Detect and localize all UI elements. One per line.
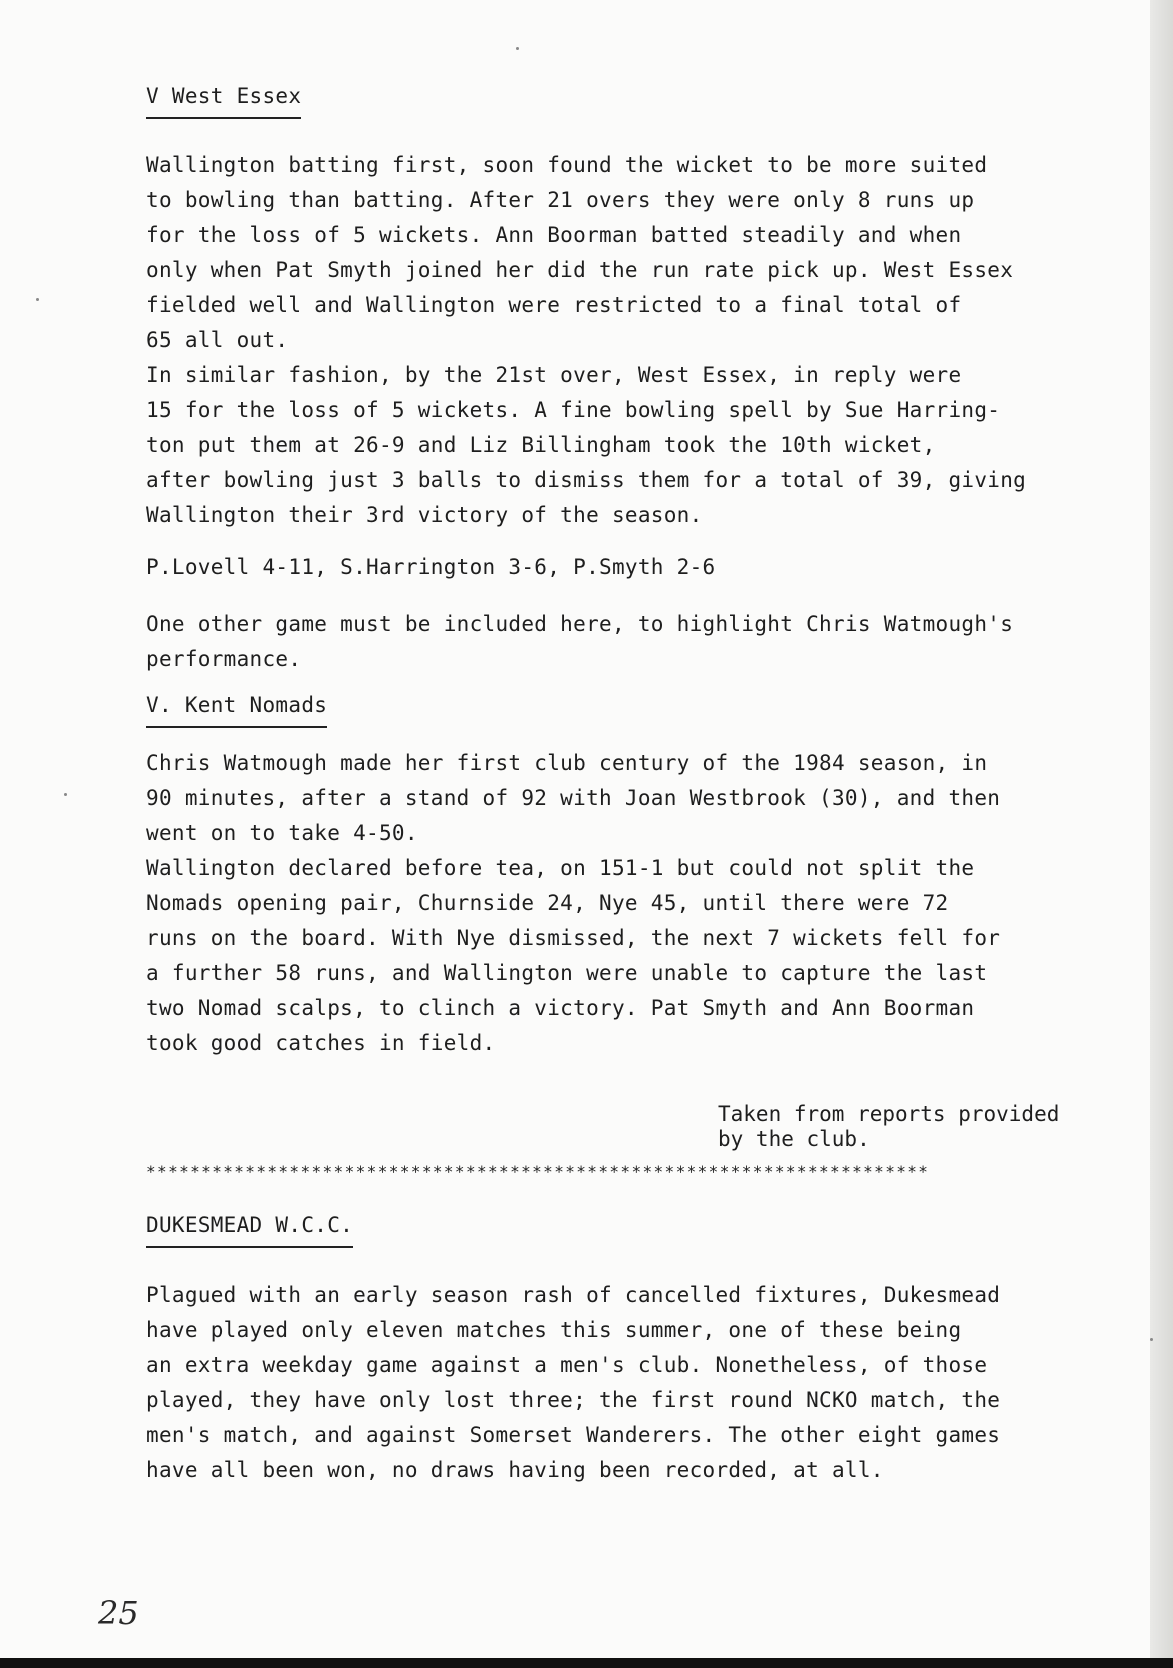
paragraph (146, 746, 1106, 851)
text-line: by the club. (718, 1127, 870, 1151)
scan-speck (36, 298, 39, 301)
text-line: men's match, and against Somerset Wanderers. The other eight games (146, 1423, 1001, 1447)
text-line: Wallington their 3rd victory of the season. (146, 503, 703, 527)
text-line: 15 for the loss of 5 wickets. A fine bowling spell by Sue Harring- (146, 398, 1001, 422)
text-line: fielded well and Wallington were restricted to a final total of (146, 293, 962, 317)
text-line: Plagued with an early season rash of cancelled fixtures, Dukesmead (146, 1283, 1001, 1307)
scan-speck (516, 47, 519, 50)
text-line: ton put them at 26-9 and Liz Billingham took the 10th wicket, (146, 433, 936, 457)
west-essex-report (146, 148, 1106, 533)
paragraph (146, 148, 1106, 358)
page-edge (1150, 0, 1173, 1668)
text-line: an extra weekday game against a men's club. Nonetheless, of those (146, 1353, 988, 1377)
text-line: Chris Watmough made her first club century of the 1984 season, in (146, 751, 988, 775)
text-line: Taken from reports provided (718, 1102, 1060, 1126)
text-line: two Nomad scalps, to clinch a victory. Pat Smyth and Ann Boorman (146, 996, 975, 1020)
text-line: In similar fashion, by the 21st over, West Essex, in reply were (146, 363, 962, 387)
source-credit (718, 1102, 1059, 1152)
text-line: 65 all out. (146, 328, 289, 352)
section-kent-nomads-heading-wrap (146, 693, 327, 728)
text-line: went on to take 4-50. (146, 821, 418, 845)
text-line: have all been won, no draws having been recorded, at all. (146, 1458, 884, 1482)
section-heading-kent-nomads: V. Kent Nomads (146, 693, 327, 728)
text-line: to bowling than batting. After 21 overs they were only 8 runs up (146, 188, 975, 212)
text-line: 90 minutes, after a stand of 92 with Joan Westbrook (30), and then (146, 786, 1001, 810)
text-line: took good catches in field. (146, 1031, 496, 1055)
asterisk-separator: *********************************************************************** (146, 1162, 930, 1181)
text-line: after bowling just 3 balls to dismiss them for a total of 39, giving (146, 468, 1027, 492)
text-line: played, they have only lost three; the first round NCKO match, the (146, 1388, 1001, 1412)
text-line: runs on the board. With Nye dismissed, the next 7 wickets fell for (146, 926, 1001, 950)
text-line: have played only eleven matches this summer, one of these being (146, 1318, 962, 1342)
section-heading-west-essex: V West Essex (146, 84, 301, 119)
note-paragraph (146, 607, 1106, 677)
text-line: only when Pat Smyth joined her did the run rate pick up. West Essex (146, 258, 1014, 282)
kent-nomads-report (146, 746, 1106, 1061)
section-west-essex-heading-wrap (146, 84, 301, 119)
text-line: Nomads opening pair, Churnside 24, Nye 45, until there were 72 (146, 891, 949, 915)
scan-speck (1150, 1338, 1153, 1341)
text-line: performance. (146, 647, 302, 671)
scan-bottom-edge (0, 1658, 1173, 1668)
text-line: One other game must be included here, to highlight Chris Watmough's (146, 612, 1014, 636)
text-line: Wallington batting first, soon found the wicket to be more suited (146, 153, 988, 177)
paragraph (146, 358, 1106, 533)
section-dukesmead-heading-wrap (146, 1213, 353, 1248)
dukesmead-report (146, 1278, 1106, 1488)
text-line: Wallington declared before tea, on 151-1 but could not split the (146, 856, 975, 880)
paragraph (146, 851, 1106, 1061)
page-number: 25 (98, 1594, 139, 1632)
scan-speck (64, 793, 67, 796)
section-heading-dukesmead: DUKESMEAD W.C.C. (146, 1213, 353, 1248)
bowling-figures: P.Lovell 4-11, S.Harrington 3-6, P.Smyth 2-6 (146, 555, 716, 579)
text-line: for the loss of 5 wickets. Ann Boorman batted steadily and when (146, 223, 962, 247)
text-line: a further 58 runs, and Wallington were unable to capture the last (146, 961, 988, 985)
